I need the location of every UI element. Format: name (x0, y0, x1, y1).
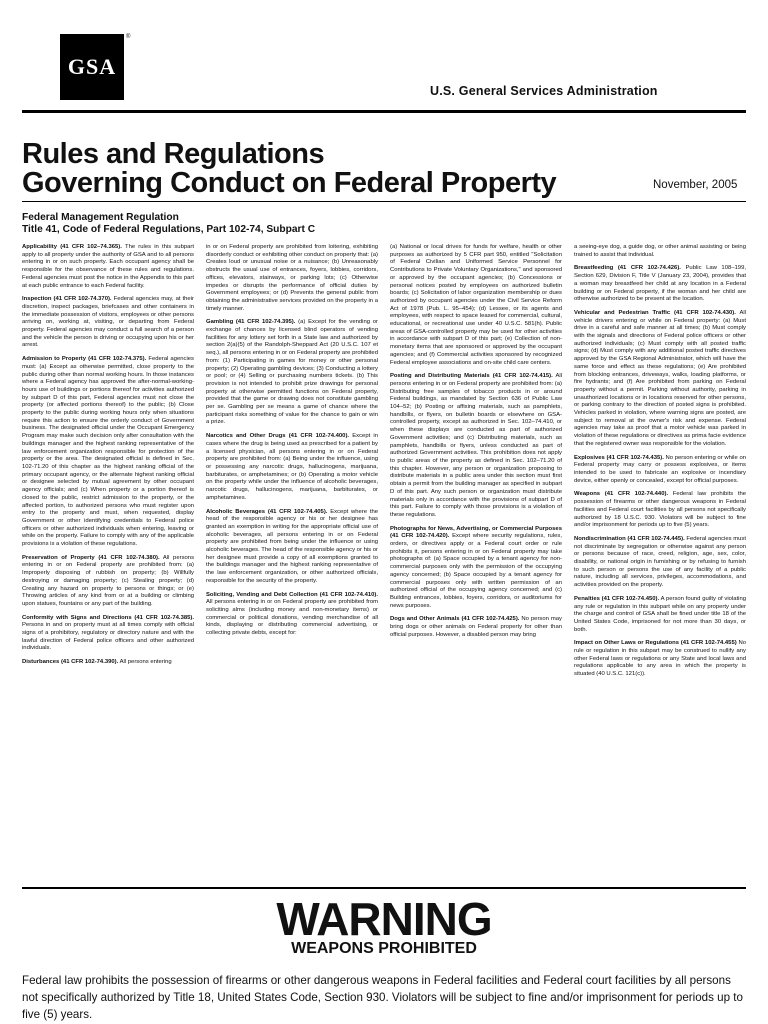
warning-notice: Federal law prohibits the possession of firearms or other dangerous weapons in Federal facilities and Federal court facilities by all persons not specifically authorized by Title 18, United States Code, Section 930. Violators will be subject to fine and/or imprisonment for periods up to five (5) years. (22, 974, 743, 1021)
title-line-1: Rules and Regulations (22, 138, 325, 170)
section-heading: Breastfeeding (41 CFR 102-74.426). (574, 265, 681, 272)
section-heading: Weapons (41 CFR 102-74.440). (574, 491, 669, 498)
regulation-section (206, 509, 378, 586)
section-heading: Conformity with Signs and Directions (41 CFR 102-74.385). (22, 614, 194, 621)
regulation-section (206, 592, 378, 638)
section-text: All persons entering (119, 659, 172, 666)
publication-date: November, 2005 (653, 179, 738, 191)
section-heading: Disturbances (41 CFR 102-74.390). (22, 659, 119, 666)
regulation-section (390, 526, 562, 611)
section-text: A person found guilty of violating any rule or regulation in this subpart while on any property under the charge and control of GSA shall be fined under title 18 of the United States Code, imprisoned for not more than 30 days, or both. (574, 595, 746, 633)
regulation-columns (22, 244, 746, 874)
regulation-section (574, 536, 746, 590)
section-heading: Admission to Property (41 CFR 102-74.375). (22, 356, 147, 363)
section-text: (a) National or local drives for funds for welfare, health or other purposes as authorized by 5 CFR part 950, entitled "Solicitation of Federal Civilian and Uniformed Service Personnel for Contributions to Private Voluntary Organizations," and sponsored or approved by the occupant agencies; (b) Concessions or personal notices posted by employees on authorized bulletin boards; (c) Solicitation of labor organization membership or dues authorized by occupant agencies under the Civil Service Reform Act of 1978 (Pub. L. 95–454); (d) Lessee, or its agents and employees, with respect to space leased for commercial, cultural, educational, or recreational use under 40 U.S.C. 581(h). Public areas of GSA-controlled property may be used for other activities in accordance with subpart D of this part; (e) Collection of non-monetary items that are sponsored or approved by the occupant agencies; and (f) Commercial activities sponsored by recognized Federal employee associations and on-site child care centers. (390, 244, 562, 366)
subtitle-line-1: Federal Management Regulation (22, 212, 179, 223)
section-heading: Alcoholic Beverages (41 CFR 102-74.405). (206, 508, 328, 515)
page-title (22, 140, 556, 198)
regulation-section (206, 244, 378, 313)
section-text: All persons entering in or on Federal property are prohibited from: (a) Improperly disposing of rubbish on property; (b) Willfully destroying or damaging property; (c) Stealing property; (d) Creating any hazard on property to persons or things; or (e) Throwing articles of any kind from or at a building or climbing upon statues, fountains or any part of the building. (22, 554, 194, 607)
title-line-2: Governing Conduct on Federal Property (22, 167, 557, 199)
regulation-section (574, 455, 746, 486)
section-heading: Posting and Distributing Materials (41 CFR 102-74.415). (390, 373, 553, 380)
section-text: Federal law prohibits the possession of firearms or other dangerous weapons in Federal facilities and Federal court facilities by all persons not specifically authorized by 18 U.S.C. 930. Violators will be subject to fine and/or imprisonment for periods up to five (5) years. (574, 491, 746, 529)
regulation-section (390, 244, 562, 367)
title-rule (22, 201, 746, 202)
section-text: Federal agencies may, at their discretion, inspect packages, briefcases and other containers in the immediate possession of visitors, employees or other persons arriving on, working at, visiting, or departing from Federal property. Federal agencies may conduct a full search of a person and the vehicle the person is driving or occupying upon his or her arrest. (22, 296, 194, 349)
section-heading: Inspection (41 CFR 102-74.370). (22, 296, 112, 303)
section-text: All persons entering in or on Federal property are prohibited from soliciting alms (including money and non-monetary items) or commercial or political donations, vending merchandise of all kinds, displaying or distributing commercial advertising, or collecting private debts, except for: (206, 599, 378, 637)
section-text: (a) Except for the vending or exchange of chances by licensed blind operators of vending facilities for any lottery set forth in a State law and authorized by section 2(a)(5) of the Randolph-Sheppard Act (20 U.S.C. 107 et seq.), all persons entering in or on Federal property are prohibited from: (1) Participating in games for money or other personal property; (2) Operating gambling devices; (3) Conducting a lottery or pool; or (4) Selling or purchasing numbers tickets. (b) This provision is not intended to prohibit prize drawings for personal property at otherwise permitted functions on Federal property, provided that the game or drawing does not constitute gambling per se. Gambling per se means a game of chance where the participant risks something of value for the chance to gain or win a prize. (206, 319, 378, 426)
regulation-section (390, 616, 562, 639)
section-heading: Penalties (41 CFR 102-74.450). (574, 595, 660, 602)
section-heading: Impact on Other Laws or Regulations (41 CFR 102-74.455) (574, 640, 737, 647)
regulation-section (22, 615, 194, 654)
section-text: Except in cases where the drug is being used as prescribed for a patient by a licensed physician, all persons entering in or on Federal property are prohibited from: (a) Being under the influence, using or possessing any narcotic drugs, hallucinogens, marijuana, barbiturates, or amphetamines; or (b) Operating a motor vehicle on the property while under the influence of alcoholic beverages, narcotic drugs, hallucinogens, marijuana, barbiturates, or amphetamines. (206, 433, 378, 501)
warning-heading: WARNING (276, 893, 492, 945)
regulation-section (22, 244, 194, 290)
section-heading: Narcotics and Other Drugs (41 CFR 102-74.400). (206, 433, 350, 440)
logo-text: GSA (67, 54, 117, 79)
regulation-section (574, 596, 746, 635)
subtitle-line-2: Title 41, Code of Federal Regulations, Part 102-74, Subpart C (22, 224, 316, 235)
regulation-section (574, 265, 746, 304)
section-text: No person entering or while on Federal property may carry or possess explosives, or items intended to be used to fabricate an explosive or incendiary device, either openly or concealed, except for official purposes. (574, 454, 746, 484)
section-heading: Preservation of Property (41 CFR 102-74.380). (22, 554, 160, 561)
regulation-section (574, 491, 746, 530)
column-1 (22, 244, 194, 874)
registered-mark: ® (126, 34, 131, 40)
column-3 (390, 244, 562, 874)
section-heading: Nondiscrimination (41 CFR 102-74.445). (574, 535, 685, 542)
column-4 (574, 244, 746, 874)
regulation-section (22, 555, 194, 609)
section-text: Federal agencies must: (a) Except as otherwise permitted, close property to the public during other than normal working hours. In those instances where a Federal agency has approved the after-normal-working-hours use of buildings or portions thereof for activities authorized by subpart D of this part, Federal agencies must not close the property (or affected portions thereof) to the public; (b) Close property to the public during working hours only when situations require this action to ensure the orderly conduct of Government business. The designated official under the Occupant Emergency Program may make such decision only after consultation with the buildings manager and the highest ranking representative of the law enforcement organization responsible for protection of the property or the area. The designated official is defined in Sec. 102-71.20 of this chapter as the highest ranking official of the primary occupant agency, or the alternate highest ranking official or designee selected by mutual agreement by other occupant agency officials; and (c) When property or a portion thereof is closed to the public, restrict admission to the property, or the affected portion, to authorized persons who must register upon entry to the property and must, when requested, display Government or other identifying credentials to Federal police officers or other authorized individuals when entering, leaving or while on the property. Failure to comply with any of the applicable provisions is a violation of these regulations. (22, 356, 194, 548)
section-text: All persons entering in or on Federal property are prohibited from: (a) Distributing free samples of tobacco products in or around Federal buildings, as mandated by Section 636 of Public Law 104–52; (b) Posting or affixing materials, such as pamphlets, handbills, or flyers, on bulletin boards or elsewhere on GSA-controlled property, except as authorized in Sec. 102–74.410, or when these displays are conducted as part of authorized Government activities; and (c) Distributing materials, such as pamphlets, handbills or flyers, unless conducted as part of authorized Government activities. This prohibition does not apply to public areas of the property as defined in Sec. 102–71.20 of this chapter. However, any person or organization proposing to distribute materials in a public area under this section must first obtain a permit from the building manager as specified in subpart D of this part. Any such person or organization must distribute materials only in accordance with the provisions of subpart D of this part. Failure to comply with those provisions is a violation of these regulations. (390, 373, 562, 518)
regulation-section (574, 640, 746, 679)
section-text: in or on Federal property are prohibited from loitering, exhibiting disorderly conduct or exhibiting other conduct on property that: (a) Creates loud or unusual noise or a nuisance; (b) Unreasonably obstructs the usual use of entrances, foyers, lobbies, corridors, offices, elevators, stairways, or parking lots; (c) Otherwise impedes or disrupts the performance of official duties by Government employees; or (d) Prevents the general public from obtaining the administrative services provided on the property in a timely manner. (206, 244, 378, 312)
column-2 (206, 244, 378, 874)
regulation-subtitle (22, 212, 315, 236)
section-heading: Soliciting, Vending and Debt Collection (41 CFR 102-74.410). (206, 591, 378, 598)
section-text: All vehicle drivers entering or while on Federal property: (a) Must drive in a careful and safe manner at all times; (b) Must comply with the signals and directions of Federal police officers or other authorized individuals; (c) Must comply with all posted traffic signs; (d) Must comply with any additional posted traffic directives approved by the GSA Regional Administrator, which will have the same force and effect as these regulations; (e) Are prohibited from blocking entrances, driveways, walks, loading platforms, or fire hydrants; and (f) Are prohibited from parking on Federal property without a permit. Parking without authority, parking in unauthorized locations or in locations reserved for other persons, or parking contrary to the direction of posted signs is prohibited. Vehicles parked in violation, where warning signs are posted, are subject to removal at the owner's risk and expense. Federal agencies may take as proof that a motor vehicle was parked in violation of these regulations or directives as prima facie evidence that the registered owner was responsible for the violation. (574, 309, 746, 447)
section-heading: Dogs and Other Animals (41 CFR 102-74.425). (390, 616, 520, 623)
section-text: No person may bring dogs or other animals on Federal property for other than official purposes. However, a disabled person may bring (390, 616, 562, 638)
gsa-logo (60, 34, 124, 100)
section-text: The rules in this subpart apply to all property under the authority of GSA and to all persons entering in or on such property. Each occupant agency shall be responsible for the observance of these rules and regulations. Federal agencies must post the notice in the Appendix to this part at each public entrance to each Federal facility. (22, 244, 194, 289)
regulation-section (22, 356, 194, 549)
section-text: No rule or regulation in this subpart may be construed to nullify any other Federal laws or regulations or any State and local laws and regulations applicable to any area in which the property is situated (40 U.S.C. 121(c)). (574, 640, 746, 678)
section-text: Except where security regulations, rules, orders, or directives apply or a Federal court order or rule prohibits it, persons entering in or on Federal property may take photographs of: (a) Space occupied by a tenant agency for non-commercial purposes only with the permission of the occupying agency concerned; (b) Space occupied by a tenant agency for commercial purposes only with written permission of an authorized official of the occupying agency concerned; and (c) Building entrances, lobbies, foyers, corridors, or auditoriums for news purposes. (390, 533, 562, 609)
section-heading: Vehicular and Pedestrian Traffic (41 CFR 102-74.430). (574, 309, 736, 316)
warning-subheading: WEAPONS PROHIBITED (291, 940, 477, 957)
regulation-section (22, 296, 194, 350)
regulation-section (390, 373, 562, 519)
regulation-section (22, 659, 194, 667)
regulation-section (574, 244, 746, 259)
section-text: a seeing-eye dog, a guide dog, or other animal assisting or being trained to assist that individual. (574, 244, 746, 258)
regulation-section (206, 319, 378, 427)
regulation-section (574, 310, 746, 449)
agency-name: U.S. General Services Administration (430, 84, 658, 98)
section-heading: Photographs for News, Advertising, or Commercial Purposes (41 CFR 102-74.420). (390, 525, 562, 540)
section-text: Except where the head of the responsible agency or his or her designee has granted an exemption in writing for the appropriate official use of alcoholic beverages, all persons entering in or on Federal property are prohibited from being under the influence or using alcoholic beverages. The head of the responsible agency or his or her designee must provide a copy of all exemptions granted to the buildings manager and the highest ranking representative of the law enforcement organization, or other authorized officials, responsible for the security of the property. (206, 508, 378, 584)
section-text: Persons in and on property must at all times comply with official signs of a prohibitory, regulatory or directory nature and with the lawful direction of Federal police officers and other authorized individuals. (22, 622, 194, 652)
section-heading: Applicability (41 CFR 102–74.365). (22, 244, 122, 250)
section-text: Federal agencies must not discriminate by segregation or otherwise against any person or persons because of race, creed, religion, age, sex, color, disability, or national origin in furnishing or by refusing to furnish to such person or persons the use of any facility of a public nature, including all services, privileges, accommodations, and activities provided on the property. (574, 535, 746, 589)
top-rule (22, 110, 746, 113)
section-text: Public Law 108–199, Section 629, Division F, Title V (January 23, 2004), provides that a woman may breastfeed her child at any location in a Federal building or on Federal property, if the woman and her child are otherwise authorized to be present at the location. (574, 265, 746, 303)
section-heading: Explosives (41 CFR 102-74.435). (574, 454, 664, 461)
regulation-section (206, 433, 378, 502)
warning-rule (22, 887, 746, 889)
section-heading: Gambling (41 CFR 102-74.395). (206, 319, 296, 326)
